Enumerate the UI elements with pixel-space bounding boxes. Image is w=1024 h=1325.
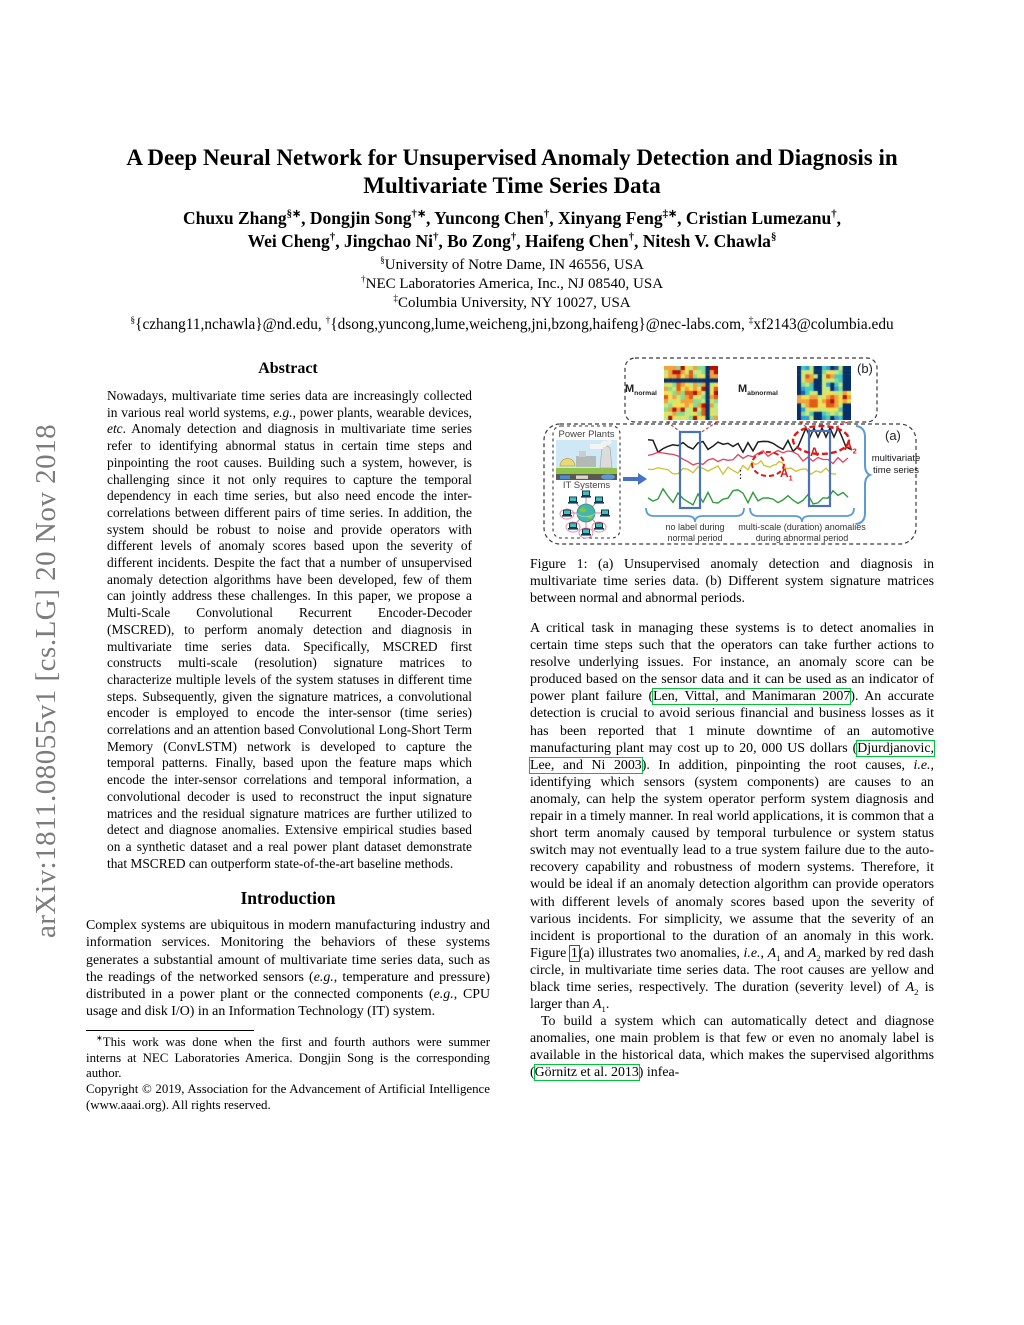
figure-1	[530, 356, 934, 550]
m-abnormal-label: $M_{abnormal}$	[738, 383, 778, 398]
panel-a-label: (a)	[885, 428, 901, 443]
multivariate-time-series-label: multivariate time series	[871, 453, 921, 476]
ellipsis-dots: ⋮	[735, 469, 746, 481]
page-title: A Deep Neural Network for Unsupervised Anomaly Detection and Diagnosis in Multivariate Time Series Data	[126, 145, 898, 198]
email-line: §{czhang11,nchawla}@nd.edu, †{dsong,yuncong,lume,weicheng,jni,bzong,haifeng}@nec-labs.com, ‡xf2143@columbia.edu	[130, 315, 894, 333]
arxiv-watermark: arXiv:1811.08055v1 [cs.LG] 20 Nov 2018	[30, 423, 62, 938]
introduction-heading: Introduction	[240, 888, 336, 909]
power-plant-illustration	[556, 439, 617, 480]
abnormal-period-label: multi-scale (duration) anomalies during abnormal period	[738, 522, 866, 543]
affiliation-line-3: ‡Columbia University, NY 10027, USA	[393, 294, 631, 311]
abstract-heading: Abstract	[258, 360, 318, 377]
m-abnormal-heatmap	[797, 366, 851, 420]
panel-b-label: (b)	[857, 361, 873, 376]
abnormal-period-brace	[750, 508, 854, 522]
paper-header	[0, 144, 1024, 334]
power-plants-label: Power Plants	[558, 429, 615, 440]
intro-paragraph: Complex systems are ubiquitous in modern manufacturing industry and information services. Monitoring the behaviors of these systems generates a substantial amount of multivariate time series data, such as the readings of the networked sensors (e.g., temperature and pressure) distributed in a power plant or the connected components (e.g., CPU usage and disk I/O) in an Information Technology (IT) system.	[86, 918, 490, 1019]
m-normal-label: $M_{normal}$	[625, 383, 657, 398]
authors-line-1: Chuxu Zhang§∗, Dongjin Song†∗, Yuncong Chen†, Xinyang Feng‡∗, Cristian Lumezanu†,	[183, 208, 841, 228]
time-series-lines	[648, 428, 852, 505]
time-series-green	[648, 489, 848, 505]
figure-caption: Figure 1: (a) Unsupervised anomaly detection and diagnosis in multivariate time series data. (b) Different system signature matrices between normal and abnormal periods.	[530, 556, 934, 605]
it-systems-label: IT Systems	[562, 480, 611, 491]
arrow-right-icon	[623, 473, 647, 485]
footnote-copyright: Copyright © 2019, Association for the Advancement of Artificial Intelligence (www.aaai.org). All rights reserved.	[86, 1082, 490, 1112]
normal-period-label: no label during normal period	[665, 522, 725, 543]
affiliation-line-2: †NEC Laboratories America, Inc., NJ 08540, USA	[360, 275, 664, 292]
a2-label: $A_2$	[844, 439, 857, 456]
a-mid-label: A	[810, 445, 819, 459]
right-column	[530, 356, 934, 1082]
authors-line-2: Wei Cheng†, Jingchao Ni†, Bo Zong†, Haifeng Chen†, Nitesh V. Chawla§	[247, 231, 777, 251]
normal-period-brace	[646, 508, 744, 522]
abstract-text: Nowadays, multivariate time series data are increasingly collected in various real world systems, e.g., power plants, wearable devices, etc. Anomaly detection and diagnosis in multivariate time series refer to identifying abnormal status in certain time steps and pinpointing the root causes. Building such a system, however, is challenging since it not only requires to capture the temporal dependency in each time series, but also need encode the inter-correlations between different pairs of time series. In addition, the system should be robust to noise and provide operators with different levels of anomaly scores based upon the severity of different incidents. Despite the fact that a number of unsupervised anomaly detection algorithms have been developed, few of them can jointly address these challenges. In this paper, we propose a Multi-Scale Convolutional Recurrent Encoder-Decoder (MSCRED), to perform anomaly detection and diagnosis in multivariate time series data. Specifically, MSCRED first constructs multi-scale (resolution) signature matrices to characterize multiple levels of the system statuses in different time steps. Subsequently, given the signature matrices, a convolutional encoder is employed to encode the inter-sensor (time series) correlations and an attention based Convolutional Long-Short Term Memory (ConvLSTM) network is developed to capture the temporal patterns. Finally, based upon the feature maps which encode the inter-sensor correlations and temporal information, a convolutional decoder is used to reconstruct the input signature matrices and the residual signature matrices are further utilized to detect and diagnose anomalies. Extensive empirical studies based on a synthetic dataset and a real power plant dataset demonstrate that MSCRED can outperform state-of-the-art baseline methods.	[107, 388, 473, 871]
m-normal-heatmap	[664, 366, 718, 420]
footnote-rule	[86, 1030, 254, 1031]
affiliation-line-1: §University of Notre Dame, IN 46556, USA	[380, 256, 644, 273]
footnote-authors: ∗This work was done when the first and fourth authors were summer interns at NEC Laboratories America. Dongjin Song is the corresponding author.	[86, 1033, 490, 1081]
a1-label: $A_1$	[780, 466, 793, 483]
paragraph-1: A critical task in managing these systems is to detect anomalies in certain time steps such that the operators can take further actions to resolve underlying issues. For instance, an anomaly score can be produced based on the sensor data and it can be used as an indicator of power plant failure (Len, Vittal, and Manimaran 2007). An accurate detection is crucial to avoid serious financial and business losses as it has been reported that 1 minute downtime of an automotive manufacturing plant may cost up to 20, 000 US dollars (Djurdjanovic, Lee, and Ni 2003). In addition, pinpointing the root causes, i.e., identifying which sensors (system components) are causes to an anomaly, can help the system operator perform system diagnosis and repair in a timely manner. In real world applications, it is common that a short term anomaly caused by temporal turbulence or system status switch may not eventually lead to a true system failure due to the auto-recovery capability and robustness of modern systems. Therefore, it would be ideal if an anomaly detection algorithm can provide operators with different levels of anomaly scores based upon the severity of various incidents. For simplicity, we assume that the severity of an incident is proportional to the duration of an anomaly in this work. Figure 1(a) illustrates two anomalies, i.e., $A_1$ and $A_2$ marked by red dash circle, in multivariate time series data. The root causes are yellow and black time series, respectively. The duration (severity level) of $A_2$ is larger than $A_1$.	[530, 621, 935, 1014]
paragraph-2: To build a system which can automatically detect and diagnose anomalies, one main problem is that few or even no anomaly label is available in the historical data, which makes the supervised algorithms (Görnitz et al. 2013) infea-	[530, 1014, 934, 1081]
left-column	[86, 356, 490, 1113]
it-network-illustration	[560, 491, 610, 539]
